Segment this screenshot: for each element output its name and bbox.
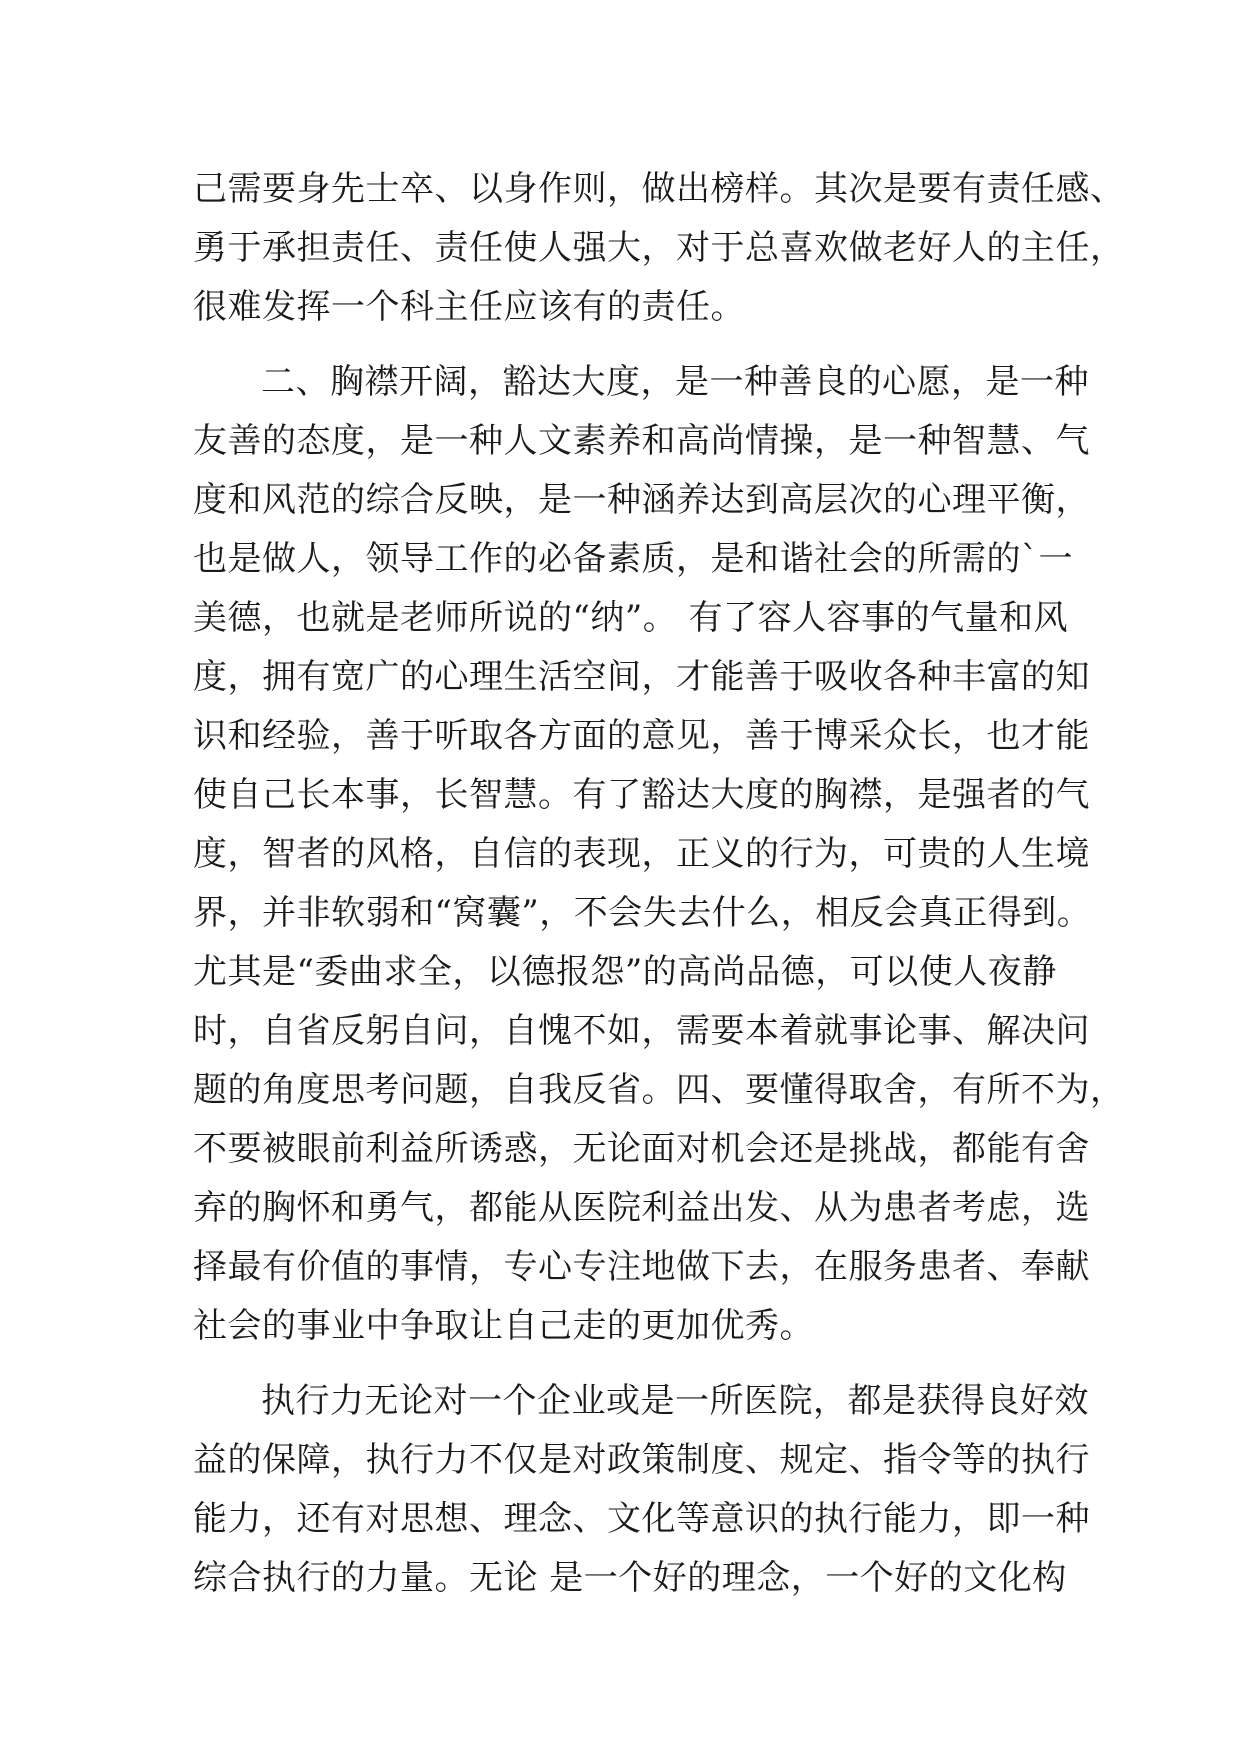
text-line: 识和经验，善于听取各方面的意见，善于博采众长，也才能 xyxy=(193,716,1090,756)
text-line: 使自己长本事，长智慧。有了豁达大度的胸襟，是强者的气 xyxy=(193,775,1090,815)
text-line: 不要被眼前利益所诱惑，无论面对机会还是挑战，都能有舍 xyxy=(193,1129,1090,1169)
text-line: 综合执行的力量。无论 是一个好的理念，一个好的文化构 xyxy=(193,1558,1067,1598)
text-line: 弃的胸怀和勇气，都能从医院利益出发、从为患者考虑，选 xyxy=(193,1188,1090,1228)
text-line: 也是做人，领导工作的必备素质，是和谐社会的所需的`一 xyxy=(193,539,1073,579)
text-line: 勇于承担责任、责任使人强大，对于总喜欢做老好人的主任， xyxy=(193,228,1125,268)
text-line: 度，智者的风格，自信的表现，正义的行为，可贵的人生境 xyxy=(193,834,1090,874)
text-line: 友善的态度，是一种人文素养和高尚情操，是一种智慧、气 xyxy=(193,421,1090,461)
text-line: 界，并非软弱和“窝囊”，不会失去什么，相反会真正得到。 xyxy=(193,893,1092,933)
text-line: 尤其是“委曲求全，以德报怨”的高尚品德，可以使人夜静 xyxy=(193,952,1057,992)
text-line: 执行力无论对一个企业或是一所医院，都是获得良好效 xyxy=(261,1381,1089,1421)
paragraph-3 xyxy=(193,1372,1090,1608)
text-line: 二、胸襟开阔，豁达大度，是一种善良的心愿，是一种 xyxy=(261,362,1089,402)
text-line: 度和风范的综合反映，是一种涵养达到高层次的心理平衡， xyxy=(193,480,1090,520)
text-line: 益的保障，执行力不仅是对政策制度、规定、指令等的执行 xyxy=(193,1440,1090,1480)
text-line: 能力，还有对思想、理念、文化等意识的执行能力，即一种 xyxy=(193,1499,1090,1539)
text-line: 美德，也就是老师所说的“纳”。 有了容人容事的气量和风 xyxy=(193,598,1069,638)
text-line: 社会的事业中争取让自己走的更加优秀。 xyxy=(193,1306,814,1346)
text-line: 择最有价值的事情，专心专注地做下去，在服务患者、奉献 xyxy=(193,1247,1090,1287)
text-line: 时，自省反躬自问，自愧不如，需要本着就事论事、解决问 xyxy=(193,1011,1090,1051)
paragraph-spacer xyxy=(193,1356,1053,1372)
paragraph-1 xyxy=(193,160,1125,337)
text-line: 己需要身先士卒、以身作则，做出榜样。其次是要有责任感、 xyxy=(193,169,1125,209)
text-line: 度，拥有宽广的心理生活空间，才能善于吸收各种丰富的知 xyxy=(193,657,1090,697)
paragraph-spacer xyxy=(193,337,1053,353)
paragraph-2 xyxy=(193,353,1125,1356)
document-body xyxy=(193,160,1125,1608)
text-line: 很难发挥一个科主任应该有的责任。 xyxy=(193,287,745,327)
text-line: 题的角度思考问题，自我反省。四、要懂得取舍，有所不为， xyxy=(193,1070,1125,1110)
